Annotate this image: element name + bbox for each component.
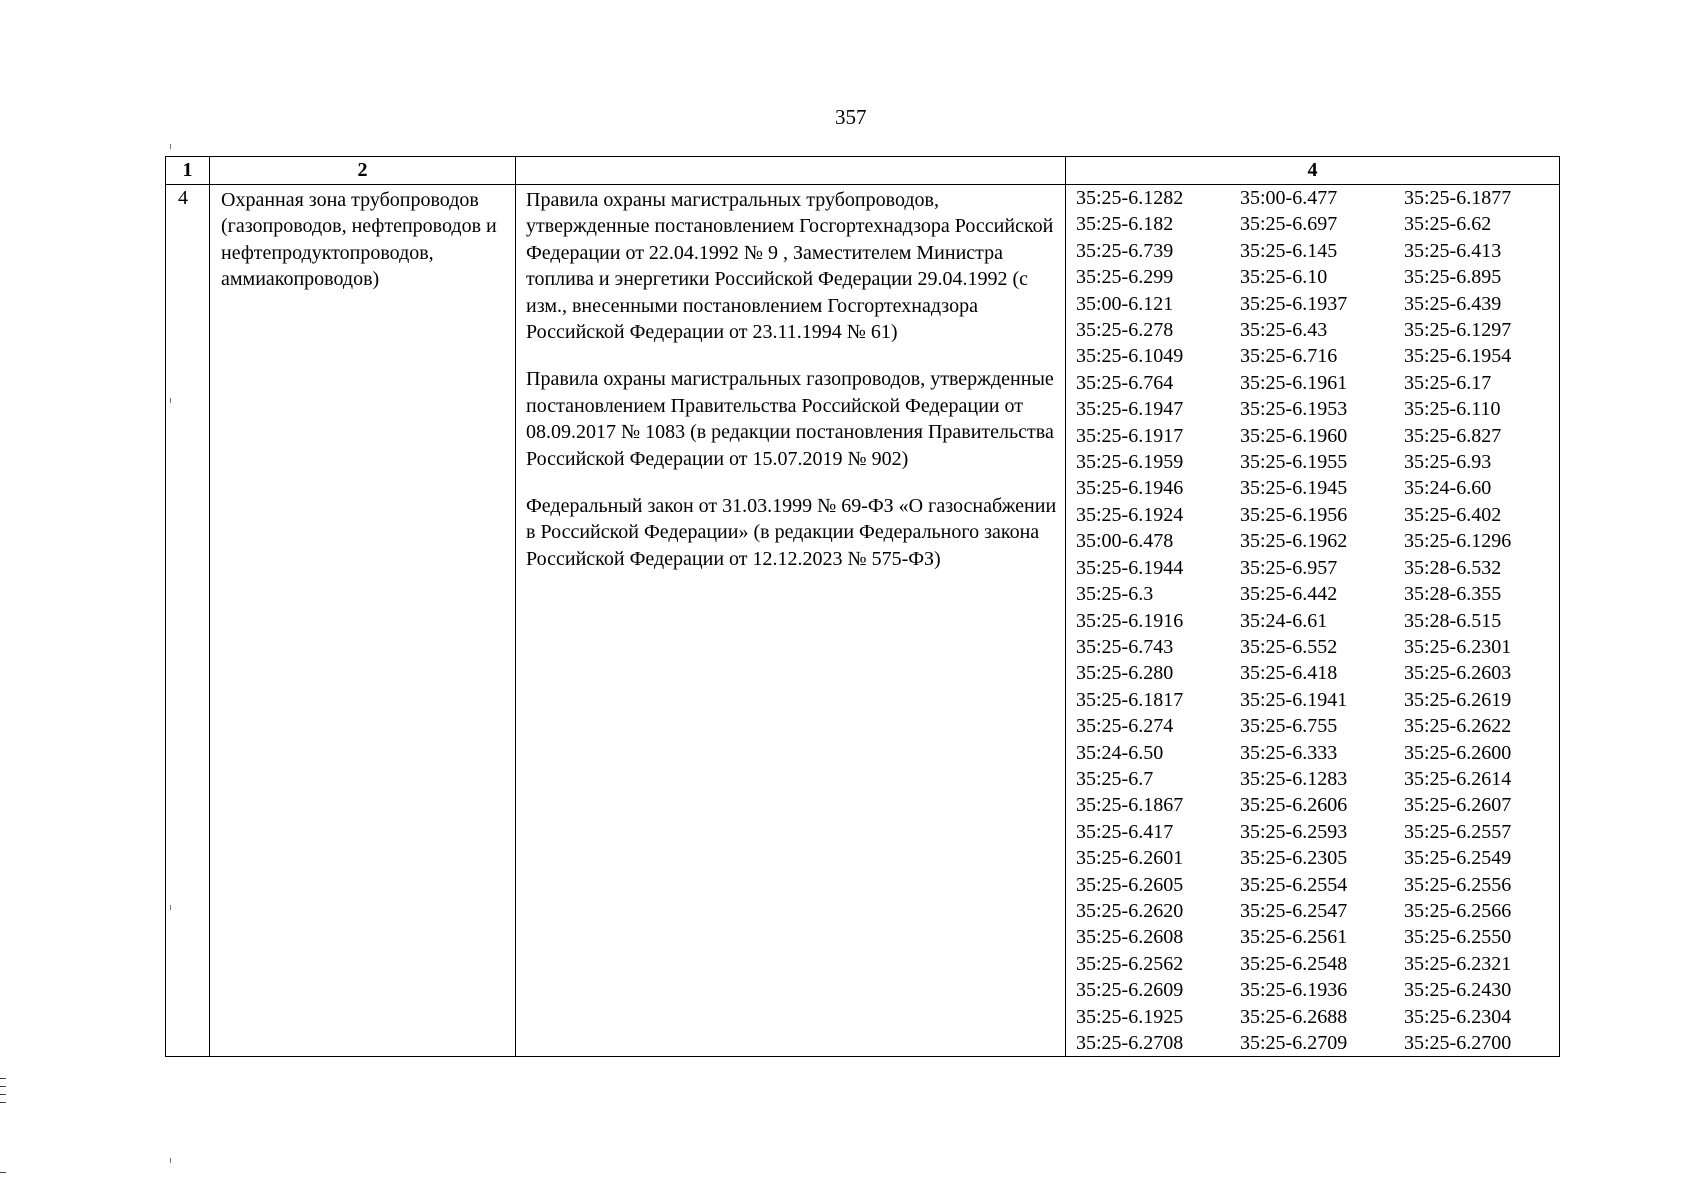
cadastral-code: 35:25-6.2688 [1240, 1005, 1348, 1028]
cadastral-code: 35:25-6.1961 [1240, 371, 1348, 394]
cadastral-code: 35:25-6.2605 [1076, 873, 1184, 896]
document-text: Правила охраны магистральных трубопроводов, утвержденные постановлением Госгортехнадзора Российской Федерации от 22.04.1992 № 9 , Заместителем Министра топлива и энергетики Российской Федерации 29.04.1992 (с изм., внесенными постановлением Госгортехнадзора Российской Федерации от 23.11.1994 № 61) [526, 189, 1054, 344]
scan-mark [170, 144, 171, 149]
cadastral-code: 35:25-6.1924 [1076, 503, 1184, 526]
cadastral-code: 35:25-6.2549 [1404, 847, 1512, 870]
cadastral-code: 35:25-6.274 [1076, 715, 1174, 738]
cadastral-code: 35:25-6.755 [1240, 715, 1338, 738]
cadastral-code: 35:28-6.532 [1404, 556, 1502, 579]
cadastral-code: 35:25-6.1916 [1076, 609, 1184, 632]
cadastral-code: 35:25-6.1917 [1076, 424, 1184, 447]
cadastral-code: 35:25-6.2305 [1240, 847, 1348, 870]
cadastral-code: 35:25-6.1936 [1240, 979, 1348, 1002]
scan-mark [0, 1172, 6, 1173]
document-text: Правила охраны магистральных газопроводов, утвержденные постановлением Правительства Российской Федерации от 08.09.2017 № 1083 (в редакции постановления Правительства Российской Федерации от 15.07.2019 № 902) [526, 368, 1054, 470]
cadastral-code: 35:25-6.2304 [1404, 1005, 1512, 1028]
header-row [166, 157, 1560, 185]
row-number: 4 [166, 185, 210, 1057]
cadastral-code: 35:25-6.417 [1076, 820, 1174, 843]
cadastral-code: 35:25-6.1297 [1404, 319, 1512, 342]
cadastral-code: 35:25-6.1962 [1240, 530, 1348, 553]
cadastral-code: 35:25-6.1283 [1240, 767, 1348, 790]
cadastral-codes-cell [1066, 185, 1560, 1057]
cadastral-code: 35:24-6.61 [1240, 609, 1328, 632]
cadastral-code: 35:25-6.1877 [1404, 187, 1512, 209]
header-col-1: 1 [166, 157, 210, 185]
cadastral-code: 35:25-6.2547 [1240, 899, 1348, 922]
cadastral-code: 35:25-6.743 [1076, 635, 1174, 658]
cadastral-code: 35:25-6.2614 [1404, 767, 1512, 790]
cadastral-code: 35:25-6.716 [1240, 345, 1338, 368]
cadastral-code: 35:25-6.278 [1076, 319, 1174, 342]
cadastral-code: 35:25-6.2603 [1404, 662, 1512, 685]
cadastral-code: 35:25-6.17 [1404, 371, 1492, 394]
zones-table [165, 156, 1560, 1057]
cadastral-code: 35:25-6.1941 [1240, 688, 1348, 711]
table-row [166, 185, 1560, 1057]
cadastral-code: 35:25-6.2593 [1240, 820, 1348, 843]
cadastral-code: 35:25-6.93 [1404, 451, 1492, 474]
cadastral-code: 35:25-6.1296 [1404, 530, 1512, 553]
scan-mark [0, 1086, 6, 1087]
cadastral-code: 35:25-6.2609 [1076, 979, 1184, 1002]
scan-mark [0, 1078, 6, 1079]
cadastral-code: 35:25-6.2709 [1240, 1032, 1348, 1054]
header-col-4: 4 [1066, 157, 1560, 185]
cadastral-code: 35:25-6.2548 [1240, 952, 1348, 975]
cadastral-code: 35:25-6.1867 [1076, 794, 1184, 817]
scan-mark [170, 905, 171, 910]
cadastral-code: 35:25-6.2619 [1404, 688, 1512, 711]
cadastral-code: 35:25-6.299 [1076, 266, 1174, 289]
code-grid [1066, 185, 1559, 1056]
document-text: Федеральный закон от 31.03.1999 № 69-ФЗ «О газоснабжении в Российской Федерации» (в редакции Федерального закона Российской Федерации от 12.12.2023 № 575-ФЗ) [526, 495, 1057, 570]
cadastral-code: 35:25-6.1049 [1076, 345, 1184, 368]
cadastral-code: 35:25-6.7 [1076, 767, 1154, 790]
cadastral-code: 35:25-6.2321 [1404, 952, 1512, 975]
header-col-2: 2 [210, 157, 516, 185]
cadastral-code: 35:25-6.1944 [1076, 556, 1184, 579]
scan-mark [170, 1158, 171, 1163]
scan-mark [170, 398, 171, 403]
cadastral-code: 35:00-6.478 [1076, 530, 1174, 553]
cadastral-code: 35:25-6.1955 [1240, 451, 1348, 474]
cadastral-code: 35:25-6.1925 [1076, 1005, 1184, 1028]
cadastral-code: 35:25-6.2561 [1240, 926, 1348, 949]
cadastral-code: 35:25-6.1947 [1076, 398, 1184, 421]
cadastral-code: 35:25-6.1282 [1076, 187, 1184, 209]
cadastral-code: 35:25-6.2554 [1240, 873, 1348, 896]
cadastral-code: 35:25-6.764 [1076, 371, 1174, 394]
cadastral-code: 35:25-6.2607 [1404, 794, 1512, 817]
cadastral-code: 35:25-6.2301 [1404, 635, 1512, 658]
cadastral-code: 35:25-6.2700 [1404, 1032, 1512, 1054]
cadastral-code: 35:25-6.43 [1240, 319, 1328, 342]
documents-cell [516, 185, 1066, 1057]
cadastral-code: 35:25-6.2620 [1076, 899, 1184, 922]
cadastral-code: 35:25-6.413 [1404, 239, 1502, 262]
cadastral-code: 35:00-6.121 [1076, 292, 1174, 315]
cadastral-code: 35:24-6.60 [1404, 477, 1492, 500]
cadastral-code: 35:25-6.1960 [1240, 424, 1348, 447]
cadastral-code: 35:25-6.1959 [1076, 451, 1184, 474]
cadastral-code: 35:25-6.2600 [1404, 741, 1512, 764]
cadastral-code: 35:25-6.333 [1240, 741, 1338, 764]
cadastral-code: 35:25-6.439 [1404, 292, 1502, 315]
cadastral-code: 35:25-6.402 [1404, 503, 1502, 526]
scan-mark [0, 1094, 6, 1095]
cadastral-code: 35:25-6.2606 [1240, 794, 1348, 817]
cadastral-code: 35:25-6.1956 [1240, 503, 1348, 526]
cadastral-code: 35:00-6.477 [1240, 187, 1338, 209]
cadastral-code: 35:28-6.355 [1404, 583, 1502, 606]
cadastral-code: 35:25-6.739 [1076, 239, 1174, 262]
zone-name: Охранная зона трубопроводов (газопроводов, нефтепроводов и нефтепродуктопроводов, аммиакопроводов) [210, 185, 516, 1057]
cadastral-code: 35:25-6.280 [1076, 662, 1174, 685]
cadastral-code: 35:25-6.1945 [1240, 477, 1348, 500]
cadastral-code: 35:25-6.10 [1240, 266, 1328, 289]
scan-mark [0, 1102, 6, 1103]
cadastral-code: 35:25-6.442 [1240, 583, 1338, 606]
cadastral-code: 35:25-6.697 [1240, 213, 1338, 236]
page-number: 357 [835, 105, 867, 129]
cadastral-code: 35:25-6.182 [1076, 213, 1174, 236]
cadastral-code: 35:25-6.2608 [1076, 926, 1184, 949]
cadastral-code: 35:24-6.50 [1076, 741, 1164, 764]
header-col-3 [516, 157, 1066, 185]
cadastral-code: 35:25-6.418 [1240, 662, 1338, 685]
cadastral-code: 35:25-6.2430 [1404, 979, 1512, 1002]
cadastral-code: 35:25-6.827 [1404, 424, 1502, 447]
cadastral-code: 35:25-6.2556 [1404, 873, 1512, 896]
cadastral-code: 35:25-6.2708 [1076, 1032, 1184, 1054]
cadastral-code: 35:28-6.515 [1404, 609, 1502, 632]
cadastral-code: 35:25-6.1937 [1240, 292, 1348, 315]
cadastral-code: 35:25-6.1817 [1076, 688, 1184, 711]
cadastral-code: 35:25-6.62 [1404, 213, 1492, 236]
cadastral-code: 35:25-6.2550 [1404, 926, 1512, 949]
cadastral-code: 35:25-6.957 [1240, 556, 1338, 579]
cadastral-code: 35:25-6.3 [1076, 583, 1154, 606]
cadastral-code: 35:25-6.1946 [1076, 477, 1184, 500]
cadastral-code: 35:25-6.2601 [1076, 847, 1184, 870]
cadastral-code: 35:25-6.552 [1240, 635, 1338, 658]
cadastral-code: 35:25-6.895 [1404, 266, 1502, 289]
cadastral-code: 35:25-6.145 [1240, 239, 1338, 262]
cadastral-code: 35:25-6.2622 [1404, 715, 1512, 738]
cadastral-code: 35:25-6.1954 [1404, 345, 1512, 368]
cadastral-code: 35:25-6.110 [1404, 398, 1501, 421]
cadastral-code: 35:25-6.1953 [1240, 398, 1348, 421]
cadastral-code: 35:25-6.2566 [1404, 899, 1512, 922]
cadastral-code: 35:25-6.2562 [1076, 952, 1184, 975]
cadastral-code: 35:25-6.2557 [1404, 820, 1512, 843]
